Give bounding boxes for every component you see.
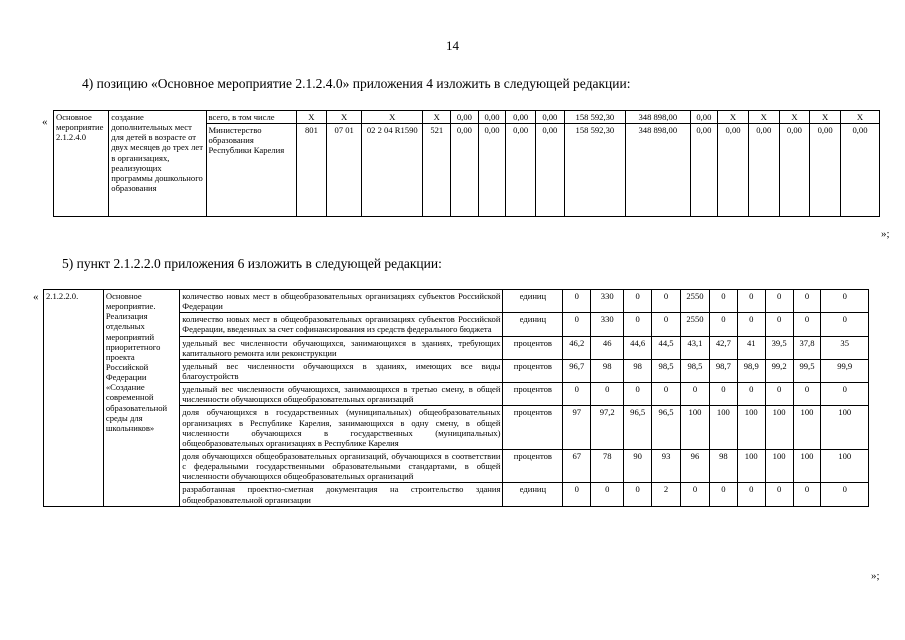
executor-cell: всего, в том числе [206, 111, 296, 124]
value-cell: 0,00 [451, 124, 479, 217]
value-cell: X [810, 111, 841, 124]
value-cell: 2550 [681, 290, 710, 313]
value-cell: 0 [652, 290, 681, 313]
value-cell: 98,5 [652, 359, 681, 382]
table-row [44, 290, 869, 313]
value-cell: 100 [765, 449, 793, 482]
value-cell: 0 [737, 483, 765, 506]
value-cell: 0 [624, 313, 652, 336]
value-cell: 100 [709, 406, 737, 450]
value-cell: 0,00 [536, 111, 565, 124]
value-cell: 0 [563, 290, 591, 313]
value-cell: 348 898,00 [626, 111, 690, 124]
value-cell: 158 592,30 [564, 124, 625, 217]
value-cell: 0 [709, 483, 737, 506]
value-cell: 96,5 [652, 406, 681, 450]
indicator-cell: удельный вес численности обучающихся, занимающихся в третью смену, в общей численности обучающихся общеобразовательных организаций [180, 383, 503, 406]
value-cell: 2550 [681, 313, 710, 336]
value-cell: 0,00 [478, 111, 506, 124]
value-cell: 0 [765, 483, 793, 506]
value-cell: 02 2 04 R1590 [362, 124, 423, 217]
value-cell: X [327, 111, 362, 124]
executor-cell: Министерство образования Республики Карелия [206, 124, 296, 217]
value-cell: 0 [737, 383, 765, 406]
value-cell: 0,00 [810, 124, 841, 217]
value-cell: 42,7 [709, 336, 737, 359]
paragraph-4: 4) позицию «Основное мероприятие 2.1.2.4.0» приложения 4 изложить в следующей редакции: [82, 76, 631, 91]
value-cell: X [840, 111, 879, 124]
value-cell: 44,5 [652, 336, 681, 359]
value-cell: 158 592,30 [564, 111, 625, 124]
indicator-cell: доля обучающихся в государственных (муниципальных) общеобразовательных организациях в Республике Карелия, занимающихся в одну смену, в общей численности обучающихся в государственных (муниципальных) общеобразовательных организациях в Республике Карелия [180, 406, 503, 450]
value-cell: 90 [624, 449, 652, 482]
value-cell: 0 [709, 383, 737, 406]
value-cell: 98 [709, 449, 737, 482]
event-description-cell: создание дополнительных мест для детей в возрасте от двух месяцев до трех лет в организациях, реализующих программы дошкольного образования [109, 111, 206, 217]
value-cell: 78 [591, 449, 624, 482]
unit-cell: процентов [503, 359, 563, 382]
value-cell: 98,7 [709, 359, 737, 382]
value-cell: 99,5 [793, 359, 821, 382]
item-code-cell: 2.1.2.2.0. [44, 290, 104, 507]
closing-quote-1: »; [881, 228, 890, 240]
value-cell: 99,2 [765, 359, 793, 382]
indicator-cell: доля обучающихся общеобразовательных организаций, обучающихся в соответствии с федеральными государственными образовательными стандартами, в общей численности обучающихся общеобразовательных организаций [180, 449, 503, 482]
value-cell: X [423, 111, 451, 124]
value-cell: 46 [591, 336, 624, 359]
value-cell: 2 [652, 483, 681, 506]
appendix-6-table [43, 289, 869, 507]
value-cell: 521 [423, 124, 451, 217]
value-cell: 0 [765, 290, 793, 313]
value-cell: 0,00 [718, 124, 749, 217]
value-cell: 100 [793, 449, 821, 482]
value-cell: 100 [681, 406, 710, 450]
value-cell: 0 [624, 290, 652, 313]
unit-cell: процентов [503, 383, 563, 406]
value-cell: 0 [821, 483, 869, 506]
value-cell: 0 [563, 313, 591, 336]
value-cell: 0 [793, 290, 821, 313]
unit-cell: процентов [503, 406, 563, 450]
value-cell: 97 [563, 406, 591, 450]
value-cell: X [296, 111, 327, 124]
value-cell: 98,5 [681, 359, 710, 382]
value-cell: 99,9 [821, 359, 869, 382]
opening-quote-2: « [33, 291, 39, 303]
value-cell: 0 [624, 483, 652, 506]
value-cell: 0,00 [779, 124, 810, 217]
value-cell: 100 [737, 449, 765, 482]
value-cell: 348 898,00 [626, 124, 690, 217]
unit-cell: единиц [503, 313, 563, 336]
opening-quote-1: « [42, 116, 48, 128]
unit-cell: процентов [503, 336, 563, 359]
value-cell: 0,00 [506, 124, 536, 217]
value-cell: 43,1 [681, 336, 710, 359]
indicator-cell: разработанная проектно-сметная документация на строительство здания общеобразовательной организации [180, 483, 503, 506]
paragraph-5: 5) пункт 2.1.2.2.0 приложения 6 изложить в следующей редакции: [62, 256, 442, 271]
indicator-cell: удельный вес численности обучающихся в зданиях, имеющих все виды благоустройств [180, 359, 503, 382]
value-cell: 0 [737, 290, 765, 313]
value-cell: 44,6 [624, 336, 652, 359]
value-cell: 100 [821, 449, 869, 482]
unit-cell: единиц [503, 290, 563, 313]
appendix-4-table [53, 110, 880, 217]
value-cell: 330 [591, 313, 624, 336]
appendix-4-table-body [54, 111, 880, 217]
value-cell: 0 [624, 383, 652, 406]
value-cell: 0 [652, 313, 681, 336]
value-cell: 96 [681, 449, 710, 482]
indicator-cell: удельный вес численности обучающихся, занимающихся в зданиях, требующих капитального ремонта или реконструкции [180, 336, 503, 359]
value-cell: 96,7 [563, 359, 591, 382]
value-cell: X [748, 111, 779, 124]
value-cell: 39,5 [765, 336, 793, 359]
value-cell: 0,00 [536, 124, 565, 217]
value-cell: X [779, 111, 810, 124]
value-cell: 100 [737, 406, 765, 450]
value-cell: 0 [563, 383, 591, 406]
value-cell: 100 [765, 406, 793, 450]
value-cell: 0 [709, 313, 737, 336]
value-cell: 100 [793, 406, 821, 450]
value-cell: 0 [821, 290, 869, 313]
value-cell: 0 [793, 383, 821, 406]
value-cell: 0,00 [478, 124, 506, 217]
value-cell: 96,5 [624, 406, 652, 450]
value-cell: 0 [821, 383, 869, 406]
value-cell: 46,2 [563, 336, 591, 359]
value-cell: 0 [652, 383, 681, 406]
appendix-6-table-body [44, 290, 869, 507]
value-cell: 07 01 [327, 124, 362, 217]
value-cell: 0 [681, 483, 710, 506]
value-cell: 330 [591, 290, 624, 313]
value-cell: 0 [591, 383, 624, 406]
value-cell: X [718, 111, 749, 124]
value-cell: 0 [681, 383, 710, 406]
value-cell: 100 [821, 406, 869, 450]
value-cell: 0 [793, 313, 821, 336]
value-cell: 98 [624, 359, 652, 382]
value-cell: 0 [563, 483, 591, 506]
table-row [54, 111, 880, 124]
page-number: 14 [446, 38, 459, 53]
value-cell: 0 [793, 483, 821, 506]
indicator-cell: количество новых мест в общеобразовательных организациях субъектов Российской Федерации, введенных за счет софинансирования из средств федерального бюджета [180, 313, 503, 336]
value-cell: 0,00 [748, 124, 779, 217]
value-cell: 98,9 [737, 359, 765, 382]
value-cell: 0,00 [506, 111, 536, 124]
closing-quote-2: »; [871, 570, 880, 582]
item-name-cell: Основное мероприятие. Реализация отдельных мероприятий приоритетного проекта Российской Федерации «Создание современной образовательной среды для школьников» [103, 290, 179, 507]
value-cell: 0 [821, 313, 869, 336]
value-cell: 0,00 [690, 111, 718, 124]
event-name-cell: Основное мероприятие 2.1.2.4.0 [54, 111, 109, 217]
value-cell: X [362, 111, 423, 124]
value-cell: 0,00 [840, 124, 879, 217]
value-cell: 35 [821, 336, 869, 359]
value-cell: 0,00 [451, 111, 479, 124]
value-cell: 67 [563, 449, 591, 482]
value-cell: 0 [709, 290, 737, 313]
value-cell: 0 [737, 313, 765, 336]
unit-cell: единиц [503, 483, 563, 506]
value-cell: 93 [652, 449, 681, 482]
value-cell: 0 [765, 313, 793, 336]
value-cell: 0 [765, 383, 793, 406]
value-cell: 801 [296, 124, 327, 217]
value-cell: 0 [591, 483, 624, 506]
unit-cell: процентов [503, 449, 563, 482]
value-cell: 0,00 [690, 124, 718, 217]
value-cell: 37,8 [793, 336, 821, 359]
value-cell: 41 [737, 336, 765, 359]
indicator-cell: количество новых мест в общеобразовательных организациях субъектов Российской Федерации [180, 290, 503, 313]
value-cell: 98 [591, 359, 624, 382]
value-cell: 97,2 [591, 406, 624, 450]
